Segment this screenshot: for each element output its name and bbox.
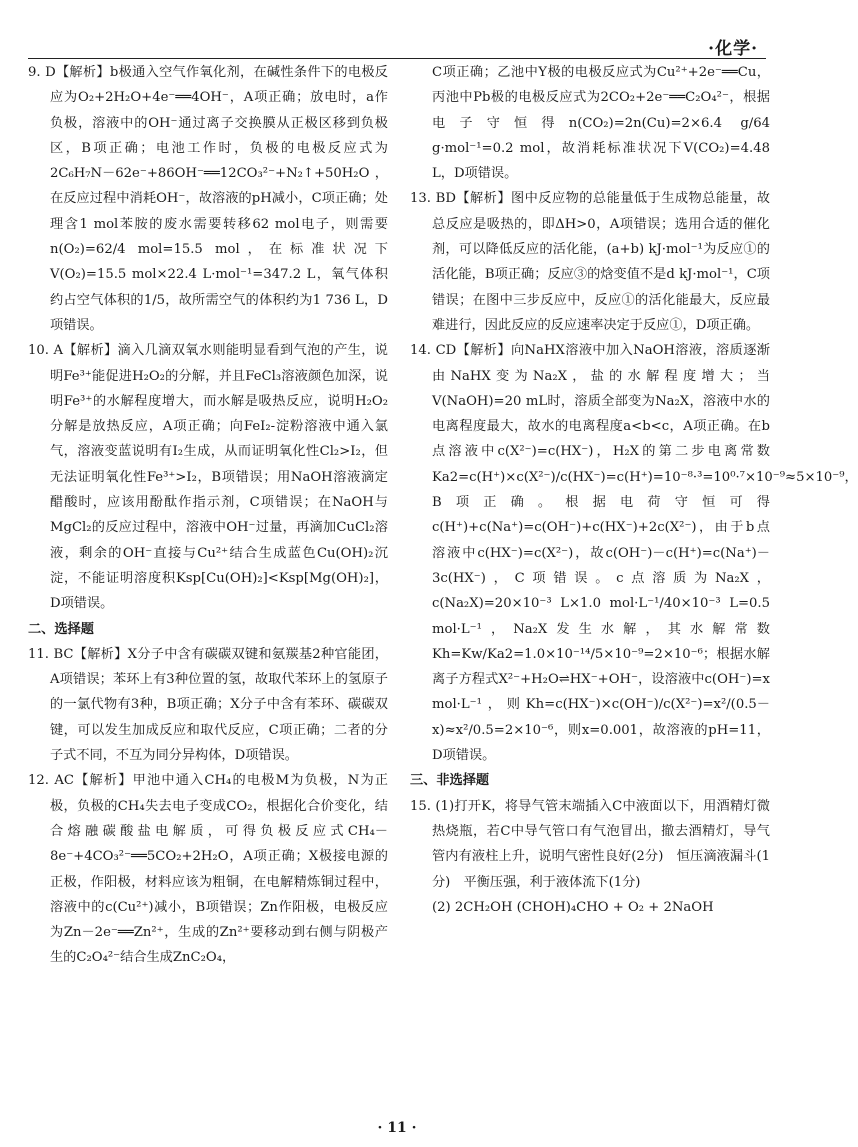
header-rule [28,58,766,59]
answer-15-equation: (2) 2CH₂OH (CHOH)₄CHO + O₂ + 2NaOH [432,899,714,915]
section-heading-multiple-choice: 二、选择题 [28,621,94,637]
answer-10: 10. A【解析】滴入几滴双氧水则能明显看到气泡的产生，说明Fe³⁺能促进H₂O₂的分解，并且FeCl₃溶液颜色加深，说明Fe³⁺的水解程度增大，而水解是吸热反应，说明H₂O₂分解是放热反应，A项正确；向FeI₂-淀粉溶液中通入氯气，溶液变蓝说明有I₂生成，从而证明氧化性Cl₂>I₂，但无法证明氧化性Fe³⁺>I₂，B项错误；用NaOH溶液滴定醋酸时，应该用酚酞作指示剂，C项错误；在NaOH与MgCl₂的反应过程中，溶液中OH⁻过量，再滴加CuCl₂溶液，剩余的OH⁻直接与Cu²⁺结合生成蓝色Cu(OH)₂沉淀，不能证明溶度积Ksp[Cu(OH)₂]<Ksp[Mg(OH)₂]，D项错误。 [28,343,388,612]
page-number: · 11 · [377,1120,417,1136]
answer-14: 14. CD【解析】向NaHX溶液中加入NaOH溶液，溶质逐渐由NaHX变为Na₂X，盐的水解程度增大；当V(NaOH)=20 mL时，溶质全部变为Na₂X，溶液中水的电离程度最大，故水的电离程度a<b<c，A项正确。在b点溶液中c(X²⁻)=c(HX⁻)，H₂X的第二步电离常数Ka2=c(H⁺)×c(X²⁻)/c(HX⁻)=c(H⁺)=10⁻⁸·³=10⁰·⁷×10⁻⁹≈5×10⁻⁹，B项正确。根据电荷守恒可得c(H⁺)+c(Na⁺)=c(OH⁻)+c(HX⁻)+2c(X²⁻)，由于b点溶液中c(HX⁻)=c(X²⁻)，故c(OH⁻)－c(H⁺)=c(Na⁺)－3c(HX⁻)，C项错误。c点溶质为Na₂X，c(Na₂X)=20×10⁻³ L×1.0 mol·L⁻¹/40×10⁻³ L=0.5 mol·L⁻¹，Na₂X发生水解，其水解常数Kh=Kw/Ka2=1.0×10⁻¹⁴/5×10⁻⁹=2×10⁻⁶；根据水解离子方程式X²⁻+H₂O⇌HX⁻+OH⁻，设溶液中c(OH⁻)=x mol·L⁻¹，则Kh=c(HX⁻)×c(OH⁻)/c(X²⁻)=x²/(0.5－x)≈x²/0.5=2×10⁻⁶，则x=0.001，故溶液的pH=11，D项错误。 [410,343,858,764]
answer-12: 12. AC【解析】甲池中通入CH₄的电极M为负极，N为正极，负极的CH₄失去电子变成CO₂，根据化合价变化，结合熔融碳酸盐电解质，可得负极反应式CH₄－8e⁻+4CO₃²⁻══5CO₂+2H₂O，A项正确；X极接电源的正极，作阳极，材料应该为粗铜，在电解精炼铜过程中，溶液中的c(Cu²⁺)减小，B项错误；Zn作阳极，电极反应为Zn－2e⁻══Zn²⁺，生成的Zn²⁺要移动到右侧与阴极产生的C₂O₄²⁻结合生成ZnC₂O₄， [28,773,388,966]
subject-header: ·化学· [708,39,758,59]
left-column [28,60,388,971]
answer-15: 15. (1)打开K，将导气管末端插入C中液面以下，用酒精灯微热烧瓶，若C中导气管口有气泡冒出，撤去酒精灯，导气管内有液柱上升，说明气密性良好(2分) 恒压滴液漏斗(1分) 平衡压强，利于液体流下(1分) [410,798,770,890]
answer-11: 11. BC【解析】X分子中含有碳碳双键和氨羰基2种官能团，A项错误；苯环上有3种位置的氢，故取代苯环上的氢原子的一氯代物有3种，B项正确；X分子中含有苯环、碳碳双键，可以发生加成反应和取代反应，C项正确；二者的分子式不同，不互为同分异构体，D项错误。 [28,646,388,764]
answer-13: 13. BD【解析】图中反应物的总能量低于生成物总能量，故总反应是吸热的，即ΔH>0，A项错误；选用合适的催化剂，可以降低反应的活化能，(a+b) kJ·mol⁻¹为反应①的活化能，B项正确；反应③的焓变值不是d kJ·mol⁻¹，C项错误；在图中三步反应中，反应①的活化能最大，反应最难进行，因此反应的反应速率决定于反应①，D项正确。 [410,191,770,333]
answer-9: 9. D【解析】b极通入空气作氧化剂，在碱性条件下的电极反应为O₂+2H₂O+4e⁻══4OH⁻，A项正确；放电时，a作负极，溶液中的OH⁻通过离子交换膜从正极区移到负极区，B项正确；电池工作时，负极的电极反应式为2C₆H₇N－62e⁻+86OH⁻══12CO₃²⁻+N₂↑+50H₂O，在反应过程中消耗OH⁻，故溶液的pH减小，C项正确；处理含1 mol苯胺的废水需要转移62 mol电子，则需要n(O₂)=62/4 mol=15.5 mol，在标准状况下V(O₂)=15.5 mol×22.4 L·mol⁻¹=347.2 L，氧气体积约占空气体积的1/5，故所需空气的体积约为1 736 L，D项错误。 [28,65,388,333]
right-column [410,60,858,920]
answer-12-continued: C项正确；乙池中Y极的电极反应式为Cu²⁺+2e⁻══Cu，丙池中Pb极的电极反应式为2CO₂+2e⁻══C₂O₄²⁻，根据电子守恒得n(CO₂)=2n(Cu)=2×6.4 g/64 g·mol⁻¹=0.2 mol，故消耗标准状况下V(CO₂)=4.48 L，D项错误。 [432,65,770,182]
section-heading-non-multiple-choice: 三、非选择题 [410,773,490,789]
